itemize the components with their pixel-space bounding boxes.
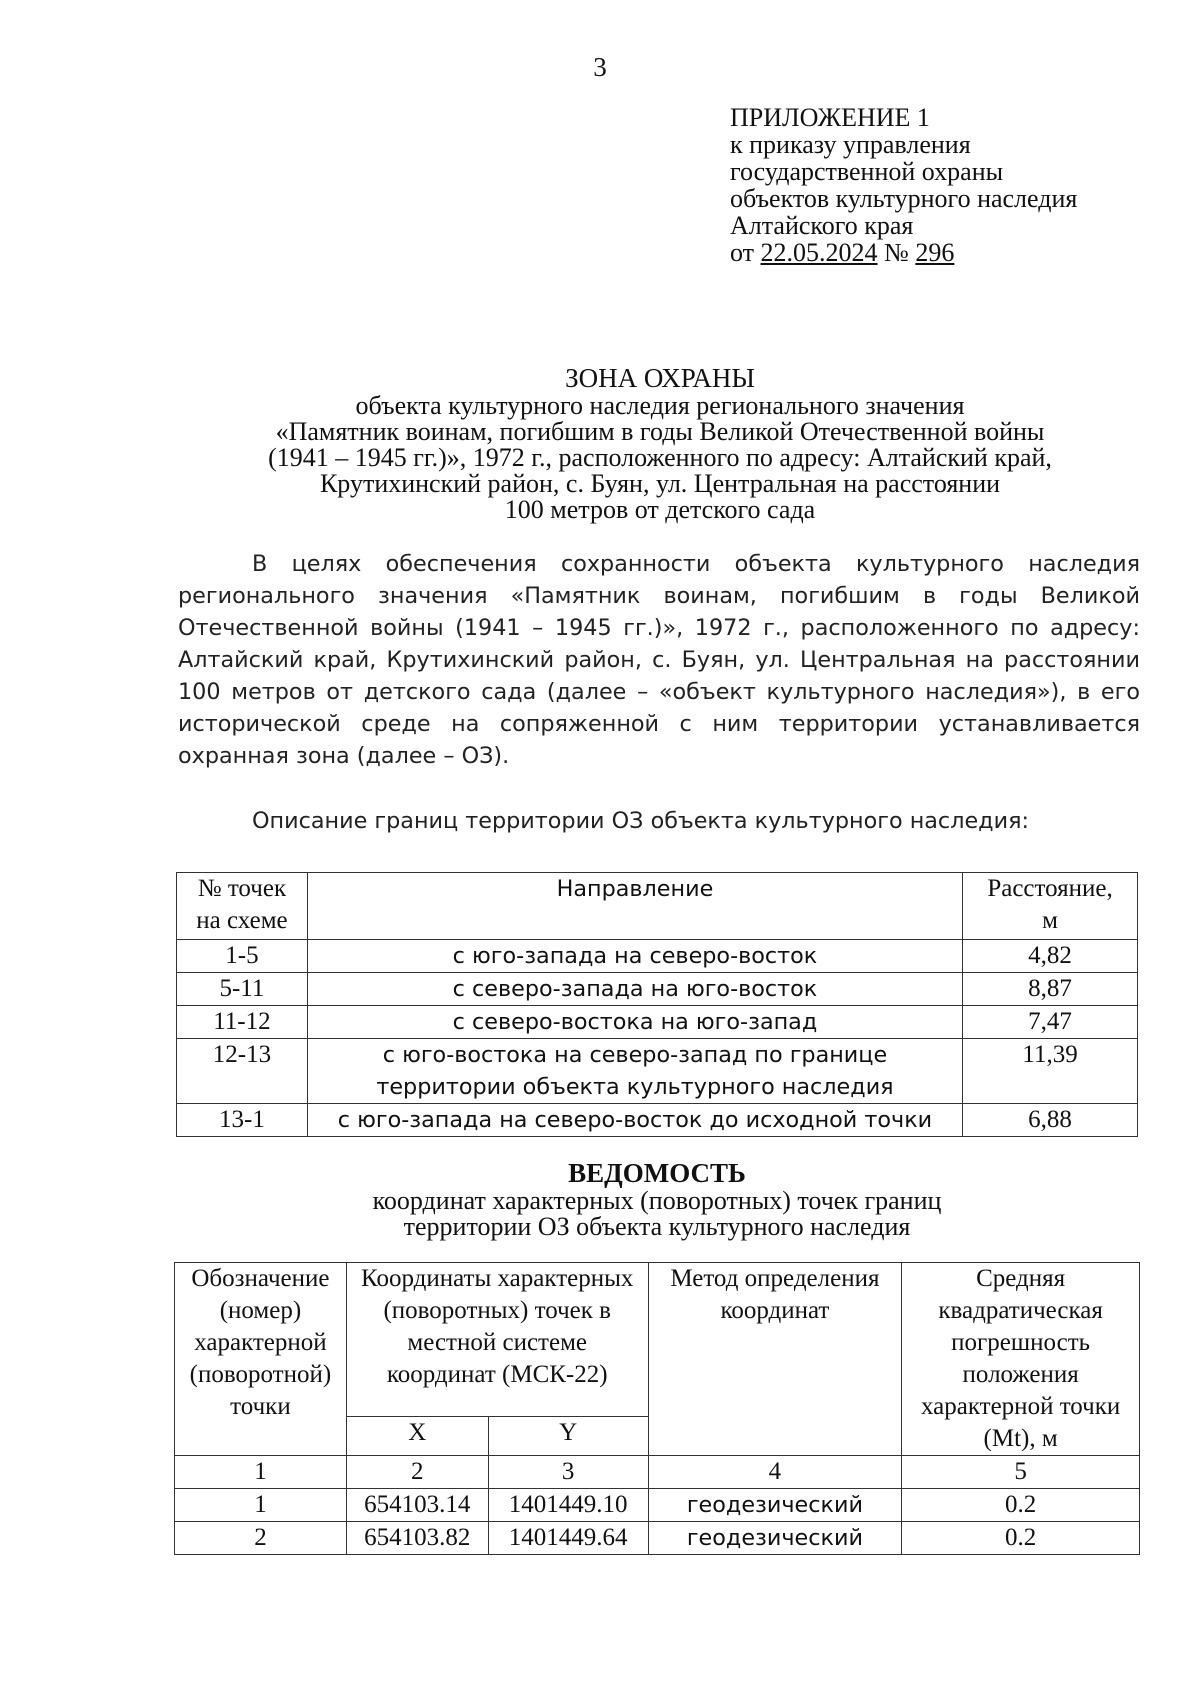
zone-title <box>160 365 1160 523</box>
zone-title-line: (1941 – 1945 гг.)», 1972 г., расположенного по адресу: Алтайский край, <box>268 443 1052 472</box>
cell-distance: 6,88 <box>963 1104 1138 1137</box>
cell-direction: с юго-запада на северо-восток до исходной точки <box>307 1104 962 1137</box>
order-number-sign: № <box>884 238 909 267</box>
table-row <box>177 1039 1138 1104</box>
appendix-line: Алтайского края <box>730 211 914 240</box>
table-row <box>177 1104 1138 1137</box>
header-direction: Направление <box>307 873 962 940</box>
table-row <box>177 940 1138 973</box>
cell-points: 1-5 <box>177 940 308 973</box>
column-number-row <box>175 1456 1140 1489</box>
table-row <box>177 973 1138 1006</box>
cell-points: 5-11 <box>177 973 308 1006</box>
statement-title <box>176 1160 1138 1240</box>
cell-distance: 7,47 <box>963 1006 1138 1039</box>
column-number: 5 <box>902 1456 1140 1489</box>
appendix-order-line <box>730 239 1077 266</box>
coordinates-table <box>174 1262 1140 1555</box>
cell-x: 654103.14 <box>346 1489 488 1522</box>
header-y: Y <box>488 1416 648 1455</box>
cell-points: 13-1 <box>177 1104 308 1137</box>
appendix-title: ПРИЛОЖЕНИЕ 1 <box>730 103 930 132</box>
cell-direction: с юго-востока на северо-запад по границе территории объекта культурного наследия <box>307 1039 962 1104</box>
statement-heading: ВЕДОМОСТЬ <box>568 1158 746 1188</box>
table-row <box>175 1522 1140 1555</box>
cell-distance: 11,39 <box>963 1039 1138 1104</box>
appendix-line: государственной охраны <box>730 157 1004 186</box>
appendix-line: объектов культурного наследия <box>730 184 1078 213</box>
body-paragraph <box>178 548 1140 772</box>
header-x: X <box>346 1416 488 1455</box>
table-row <box>175 1489 1140 1522</box>
column-number: 3 <box>488 1456 648 1489</box>
header-error: Средняя квадратическая погрешность положения характерной точки (Mt), м <box>902 1263 1140 1456</box>
order-prefix: от <box>730 238 755 267</box>
body-paragraph-text: В целях обеспечения сохранности объекта культурного наследия регионального значения «Памятник воинам, погибшим в годы Великой Отечественной войны (1941 – 1945 гг.)», 1972 г., расположенного по адресу: Алтайский край, Крутихинский район, с. Буян, ул. Центральная на расстоянии 100 метров от детского сада (далее – «объект культурного наследия»), в его исторической среде на сопряженной с ним территории устанавливается охранная зона (далее – ОЗ). <box>178 551 1140 769</box>
cell-error: 0.2 <box>902 1522 1140 1555</box>
zone-title-line: 100 метров от детского сада <box>504 495 816 524</box>
cell-y: 1401449.10 <box>488 1489 648 1522</box>
cell-error: 0.2 <box>902 1489 1140 1522</box>
zone-title-line: Крутихинский район, с. Буян, ул. Центральная на расстоянии <box>319 469 1001 498</box>
table-header-row <box>177 873 1138 940</box>
appendix-line: к приказу управления <box>730 130 971 159</box>
appendix-block <box>730 104 1077 266</box>
header-coordinates: Координаты характерных (поворотных) точек в местной системе координат (МСК-22) <box>346 1263 648 1417</box>
header-method: Метод определения координат <box>648 1263 902 1456</box>
header-points: № точек на схеме <box>177 873 308 940</box>
cell-distance: 4,82 <box>963 940 1138 973</box>
column-number: 1 <box>175 1456 347 1489</box>
table-header-row <box>175 1263 1140 1417</box>
statement-title-line: территории ОЗ объекта культурного наследия <box>403 1212 911 1241</box>
zone-title-line: объекта культурного наследия регионального значения <box>355 391 965 420</box>
cell-y: 1401449.64 <box>488 1522 648 1555</box>
order-number: 296 <box>915 238 955 267</box>
cell-direction: с северо-запада на юго-восток <box>307 973 962 1006</box>
cell-distance: 8,87 <box>963 973 1138 1006</box>
order-date: 22.05.2024 <box>760 238 878 267</box>
cell-direction: с юго-запада на северо-восток <box>307 940 962 973</box>
zone-title-line: «Памятник воинам, погибшим в годы Великой Отечественной войны <box>275 417 1045 446</box>
cell-points: 11-12 <box>177 1006 308 1039</box>
header-distance: Расстояние, м <box>963 873 1138 940</box>
table-row <box>177 1006 1138 1039</box>
column-number: 2 <box>346 1456 488 1489</box>
cell-point-number: 2 <box>175 1522 347 1555</box>
cell-direction: с северо-востока на юго-запад <box>307 1006 962 1039</box>
cell-method: геодезический <box>648 1522 902 1555</box>
column-number: 4 <box>648 1456 902 1489</box>
cell-x: 654103.82 <box>346 1522 488 1555</box>
page-number: 3 <box>593 52 607 82</box>
cell-point-number: 1 <box>175 1489 347 1522</box>
statement-title-line: координат характерных (поворотных) точек границ <box>372 1186 942 1215</box>
cell-points: 12-13 <box>177 1039 308 1104</box>
header-designation: Обозначение (номер) характерной (поворотной) точки <box>175 1263 347 1456</box>
boundary-table <box>176 872 1138 1137</box>
zone-heading: ЗОНА ОХРАНЫ <box>565 363 755 393</box>
boundary-description-caption: Описание границ территории ОЗ объекта культурного наследия: <box>252 808 1029 834</box>
cell-method: геодезический <box>648 1489 902 1522</box>
